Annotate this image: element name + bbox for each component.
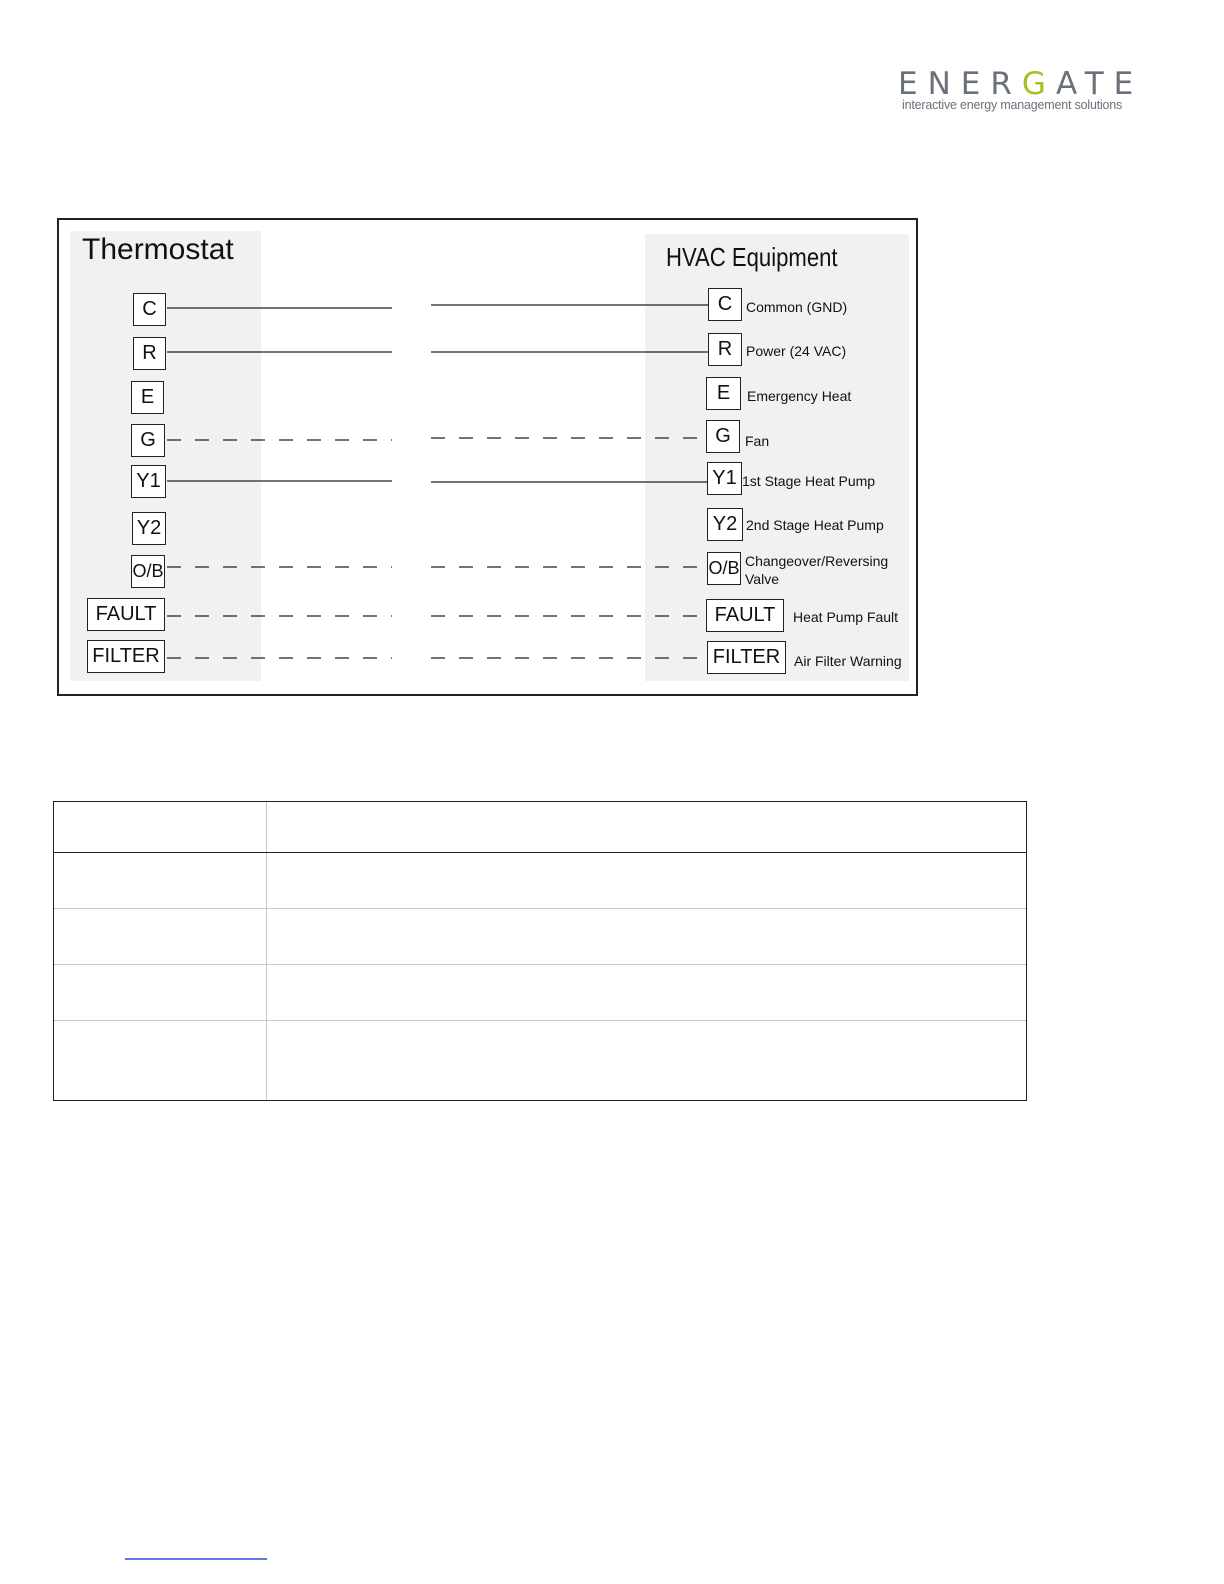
table-cell (267, 965, 1028, 1021)
table-header-row (53, 801, 1027, 853)
tstat-terminal-y1: Y1 (131, 465, 166, 498)
table-cell (53, 965, 267, 1021)
tstat-terminal-filter: FILTER (87, 640, 165, 673)
hvac-terminal-filter: FILTER (707, 641, 786, 674)
hvac-terminal-c: C (708, 288, 742, 321)
hvac-desc-emergency-heat: Emergency Heat (747, 388, 852, 404)
hvac-title: HVAC Equipment (666, 242, 838, 272)
hvac-desc-fan: Fan (745, 433, 770, 449)
hvac-terminal-ob: O/B (707, 552, 741, 585)
hvac-desc-1st-stage: 1st Stage Heat Pump (742, 473, 876, 489)
hvac-desc-changeover: Changeover/Reversing Valve (745, 553, 889, 587)
wiring-diagram (57, 218, 918, 696)
tstat-terminal-ob: O/B (131, 555, 165, 588)
table-row (53, 909, 1027, 965)
logo-wordmark: ENERGATE (898, 66, 1144, 102)
table-cell (267, 1021, 1028, 1100)
thermostat-title: Thermostat (82, 233, 234, 266)
tstat-terminal-e: E (131, 381, 164, 414)
tstat-terminal-r: R (133, 337, 166, 370)
tstat-terminal-fault: FAULT (87, 598, 165, 631)
table-row (53, 1021, 1027, 1100)
hvac-desc-2nd-stage: 2nd Stage Heat Pump (746, 517, 884, 533)
table-row (53, 965, 1027, 1021)
hvac-terminal-fault: FAULT (706, 599, 784, 632)
energate-logo (898, 66, 1144, 116)
terminal-table (53, 801, 1027, 1100)
logo-tagline: interactive energy management solutions (902, 98, 1123, 112)
table-cell (267, 909, 1028, 965)
table-cell (53, 1021, 267, 1100)
table-cell (53, 909, 267, 965)
table-cell (53, 853, 267, 909)
tstat-terminal-y2: Y2 (132, 512, 166, 545)
wire-connections (57, 218, 918, 696)
tstat-terminal-c: C (133, 293, 166, 326)
hvac-desc-common: Common (GND) (746, 299, 848, 315)
tstat-terminal-g: G (131, 424, 165, 457)
hvac-terminal-y2: Y2 (707, 508, 743, 541)
hvac-terminal-g: G (706, 420, 740, 453)
table-header-cell (267, 801, 1028, 853)
table-cell (267, 853, 1028, 909)
hvac-desc-heat-pump-fault: Heat Pump Fault (793, 609, 899, 625)
table-header-cell (53, 801, 267, 853)
hvac-terminal-y1: Y1 (707, 462, 742, 495)
hvac-terminal-e: E (706, 377, 741, 410)
footer-link-underline (125, 1558, 267, 1560)
hvac-desc-air-filter: Air Filter Warning (794, 653, 902, 669)
table-row (53, 853, 1027, 909)
hvac-terminal-r: R (708, 333, 742, 366)
hvac-desc-power: Power (24 VAC) (746, 343, 847, 359)
